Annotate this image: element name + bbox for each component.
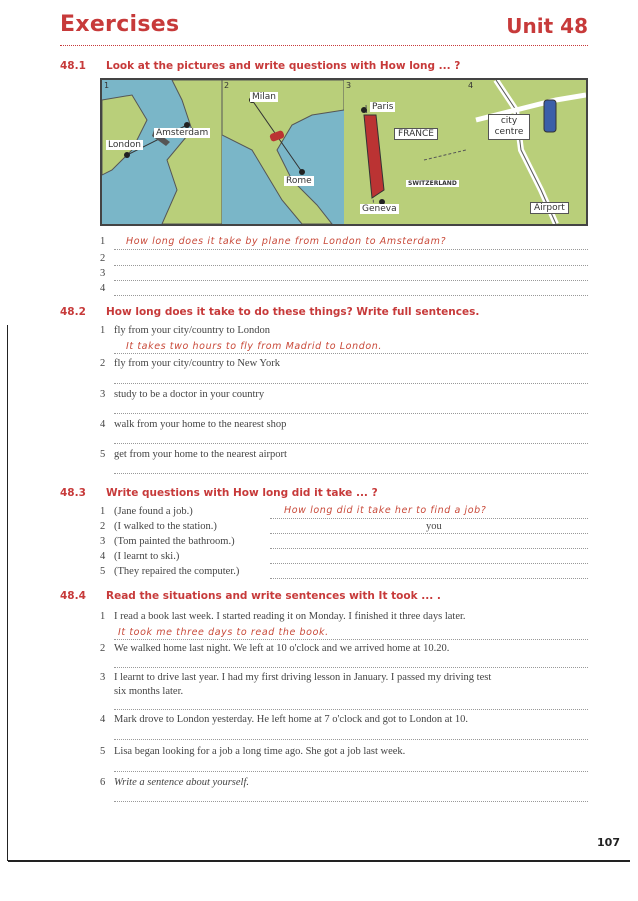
ex3-item-1: 1 (Jane found a job.) bbox=[100, 506, 193, 517]
map-label-milan: Milan bbox=[252, 92, 276, 102]
section-48-4-heading bbox=[60, 590, 441, 602]
map-label-rome: Rome bbox=[286, 176, 312, 186]
ex3-item-3: 3 (Tom painted the bathroom.) bbox=[100, 536, 235, 547]
ex4-item-2: 2 We walked home last night. We left at 10 o'clock and we arrived home at 10.20. bbox=[100, 643, 450, 654]
answer-line[interactable] bbox=[270, 578, 588, 579]
map-pictures bbox=[100, 78, 588, 226]
ex4-item-6: 6 Write a sentence about yourself. bbox=[100, 777, 250, 788]
answer-line[interactable] bbox=[270, 563, 588, 564]
section-number: 48.2 bbox=[60, 306, 86, 318]
header-divider bbox=[60, 45, 588, 46]
map-label-france: FRANCE bbox=[394, 128, 438, 140]
map-milan-rome bbox=[222, 80, 346, 224]
map-label-switzerland: SWITZERLAND bbox=[408, 180, 457, 187]
section-48-3-heading bbox=[60, 487, 378, 499]
ex2-item-4: 4 walk from your home to the nearest shop bbox=[100, 419, 287, 430]
section-title: Write questions with How long did it take ... ? bbox=[106, 487, 378, 499]
answer-line[interactable] bbox=[114, 280, 588, 281]
answer-line[interactable] bbox=[114, 771, 588, 772]
section-48-2-heading bbox=[60, 306, 479, 318]
map-3-drawing bbox=[344, 80, 466, 224]
bottom-divider bbox=[8, 860, 630, 862]
answer-line[interactable] bbox=[114, 353, 588, 354]
answer-line[interactable] bbox=[114, 739, 588, 740]
map-label-london: London bbox=[108, 140, 141, 150]
unit-label: Unit 48 bbox=[506, 14, 588, 38]
ex4-item-5: 5 Lisa began looking for a job a long time ago. She got a job last week. bbox=[100, 746, 406, 757]
ex3-item-4: 4 (I learnt to ski.) bbox=[100, 551, 180, 562]
map-label-city-centre: city centre bbox=[488, 114, 530, 140]
ex2-item-1: 1 fly from your city/country to London bbox=[100, 325, 271, 336]
ex1-item-2: 2 bbox=[100, 253, 106, 264]
map-number: 4 bbox=[468, 81, 474, 90]
page-title: Exercises bbox=[60, 12, 180, 37]
answer-line[interactable] bbox=[114, 295, 588, 296]
section-title: How long does it take to do these things? Write full sentences. bbox=[106, 306, 480, 318]
ex4-item-1: 1 I read a book last week. I started reading it on Monday. I finished it three days later. bbox=[100, 611, 466, 622]
ex4-item-3-cont: six months later. bbox=[114, 686, 184, 697]
section-title: Look at the pictures and write questions with How long ... ? bbox=[106, 60, 461, 72]
margin-line bbox=[7, 325, 8, 861]
section-48-1-heading bbox=[60, 60, 460, 72]
answer-line[interactable] bbox=[270, 518, 588, 519]
ex4-answer-1: It took me three days to read the book. bbox=[118, 627, 329, 638]
answer-line[interactable] bbox=[114, 473, 588, 474]
section-number: 48.3 bbox=[60, 487, 86, 499]
ex4-item-4: 4 Mark drove to London yesterday. He left home at 7 o'clock and got to London at 10. bbox=[100, 714, 469, 725]
ex3-prompt-you: you bbox=[426, 521, 442, 532]
answer-line[interactable] bbox=[114, 667, 588, 668]
answer-line[interactable] bbox=[114, 639, 588, 640]
answer-line[interactable] bbox=[114, 443, 588, 444]
map-label-airport: Airport bbox=[530, 202, 569, 214]
ex2-item-2: 2 fly from your city/country to New York bbox=[100, 358, 280, 369]
answer-line[interactable] bbox=[114, 709, 588, 710]
map-city-airport bbox=[466, 80, 586, 224]
map-number: 2 bbox=[224, 81, 230, 90]
answer-line[interactable] bbox=[270, 533, 588, 534]
map-london-amsterdam bbox=[102, 80, 224, 224]
answer-line[interactable] bbox=[114, 801, 588, 802]
answer-line[interactable] bbox=[270, 548, 588, 549]
map-label-amsterdam: Amsterdam bbox=[156, 128, 209, 138]
ex2-item-5: 5 get from your home to the nearest airport bbox=[100, 449, 287, 460]
section-number: 48.4 bbox=[60, 590, 86, 602]
ex1-item-4: 4 bbox=[100, 283, 106, 294]
answer-line[interactable] bbox=[114, 383, 588, 384]
answer-line[interactable] bbox=[114, 413, 588, 414]
answer-line[interactable] bbox=[114, 249, 588, 250]
map-label-geneva: Geneva bbox=[362, 204, 397, 214]
map-label-paris: Paris bbox=[372, 102, 394, 112]
ex2-answer-1: It takes two hours to fly from Madrid to London. bbox=[126, 341, 382, 352]
page-number: 107 bbox=[597, 836, 620, 849]
ex2-item-3: 3 study to be a doctor in your country bbox=[100, 389, 265, 400]
ex4-item-3: 3 I learnt to drive last year. I had my first driving lesson in January. I passed my driving test bbox=[100, 672, 492, 683]
map-paris-geneva bbox=[344, 80, 468, 224]
map-2-drawing bbox=[222, 80, 344, 224]
ex3-item-5: 5 (They repaired the computer.) bbox=[100, 566, 240, 577]
ex1-item-1: 1 bbox=[100, 236, 106, 247]
map-number: 1 bbox=[104, 81, 110, 90]
ex3-item-2: 2 (I walked to the station.) bbox=[100, 521, 217, 532]
section-number: 48.1 bbox=[60, 60, 86, 72]
map-number: 3 bbox=[346, 81, 352, 90]
ex3-answer-1: How long did it take her to find a job? bbox=[284, 505, 487, 516]
section-title: Read the situations and write sentences with It took ... . bbox=[106, 590, 441, 602]
answer-line[interactable] bbox=[114, 265, 588, 266]
ex1-item-3: 3 bbox=[100, 268, 106, 279]
map-1-drawing bbox=[102, 80, 222, 224]
ex1-answer-1: How long does it take by plane from London to Amsterdam? bbox=[126, 236, 447, 247]
